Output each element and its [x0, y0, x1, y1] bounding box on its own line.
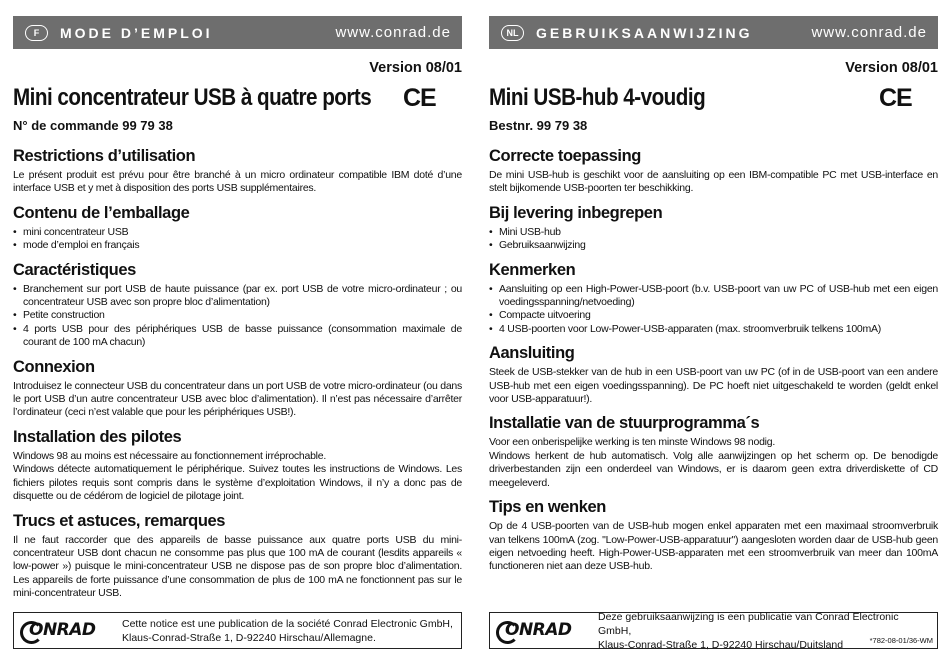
section-heading: Bij levering inbegrepen	[489, 203, 663, 222]
section-package-contents	[489, 203, 938, 253]
section-text: Windows détecte automatiquement le périphérique. Suivez toutes les instructions de Windows. Les fichiers pilotes requis sont compris dans le système d’exploitation Windows, il n’y a donc pas de disquette ou de cédérom de logiciel de pilotage joint.	[13, 463, 462, 503]
bullet-list	[13, 283, 462, 350]
header-title: GEBRUIKSAANWIJZING	[536, 24, 753, 41]
section-text: Le présent produit est prévu pour être branché à un micro ordinateur compatible IBM doté d’une interface USB et y met à disposition des ports USB supplémentaires.	[13, 169, 462, 195]
version-label: Version 08/01	[369, 60, 462, 76]
section-text: Windows herkent de hub automatisch. Volg alle aanwijzingen op het scherm op. De benodigde driverbestanden zijn een onderdeel van Windows, er is daarom geen extra driverdiskette of CD meegeleverd.	[489, 449, 938, 489]
product-title: Mini USB-hub 4-voudig	[489, 84, 706, 111]
footer-line: Deze gebruiksaanwijzing is een publicatie van Conrad Electronic GmbH,	[598, 610, 899, 637]
list-item: • 4 ports USB pour des périphériques USB de basse puissance (consommation maximale de courant de 100 mA chacun)	[13, 323, 462, 350]
section-package-contents	[13, 203, 462, 253]
section-heading: Restrictions d’utilisation	[13, 147, 196, 165]
instructions-body	[13, 146, 462, 608]
order-number: Bestnr. 99 79 38	[489, 118, 588, 133]
list-item: • Aansluiting op een High-Power-USB-poort (b.v. USB-poort van uw PC of USB-hub met een eigen voedingsspanning/netvoeding)	[489, 283, 938, 310]
list-item: • Compacte uitvoering	[489, 309, 938, 322]
publisher-footer	[489, 612, 938, 649]
header-bar	[13, 16, 462, 49]
section-text: Il ne faut raccorder que des appareils de basse puissance aux quatre ports USB du mini-concentrateur USB dont chacun ne consomme pas plus que 100 mA de courant (lesdits appareils « low-power ») puisque le mini-concentrateur USB ne dispose pas de son propre bloc d’alimentation. Les appareils de forte puissance d’une consommation de plus de 100 mA ne fonctionnent pas sur le mini-concentrateur USB.	[13, 533, 462, 600]
footer-text	[122, 617, 461, 645]
section-features	[13, 260, 462, 350]
section-text: De mini USB-hub is geschikt voor de aansluiting op een IBM-compatible PC met USB-interface en stelt bijkomende USB-poorten ter beschikking.	[489, 169, 938, 195]
conrad-logo	[496, 620, 584, 642]
footer-line: Cette notice est une publication de la société Conrad Electronic GmbH,	[122, 617, 453, 630]
publisher-footer	[13, 612, 462, 649]
section-driver-installation	[489, 413, 938, 490]
list-item: • Branchement sur port USB de haute puissance (par ex. port USB de votre micro-ordinateur ; ou concentrateur USB avec son propre bloc d’alimentation)	[13, 283, 462, 310]
section-intended-use	[489, 146, 938, 196]
header-url: www.conrad.de	[335, 24, 451, 41]
footer-line: Klaus-Conrad-Straße 1, D-92240 Hirschau/Duitsland	[598, 638, 844, 651]
ce-mark-icon: CE	[403, 84, 436, 112]
bullet-list	[489, 226, 938, 253]
section-heading: Connexion	[13, 357, 95, 376]
section-heading: Tips en wenken	[489, 498, 606, 517]
logo-text: ONRAD	[29, 619, 96, 640]
version-label: Version 08/01	[845, 60, 938, 76]
header-title: MODE D’EMPLOI	[60, 24, 213, 41]
footer-text	[598, 610, 937, 652]
list-item: • Gebruiksaanwijzing	[489, 239, 938, 252]
section-heading: Contenu de l’emballage	[13, 203, 190, 222]
footer-line: Klaus-Conrad-Straße 1, D-92240 Hirschau/Allemagne.	[122, 631, 376, 644]
logo-text: ONRAD	[505, 619, 572, 640]
ce-mark-icon: CE	[879, 84, 912, 112]
order-number: N° de commande 99 79 38	[13, 118, 173, 133]
header-bar	[489, 16, 938, 49]
section-tips	[489, 497, 938, 574]
list-item: • mini concentrateur USB	[13, 226, 462, 239]
dutch-column	[489, 0, 938, 665]
bullet-list	[489, 283, 938, 337]
section-driver-installation	[13, 427, 462, 504]
section-heading: Installatie van de stuurprogramma´s	[489, 414, 760, 433]
language-badge: F	[25, 25, 48, 41]
instructions-body	[489, 146, 938, 581]
section-heading: Caractéristiques	[13, 260, 136, 279]
list-item: • Mini USB-hub	[489, 226, 938, 239]
section-connection	[13, 357, 462, 420]
conrad-logo	[20, 620, 108, 642]
section-features	[489, 260, 938, 337]
french-column	[13, 0, 462, 665]
list-item: • mode d’emploi en français	[13, 239, 462, 252]
language-badge: NL	[501, 25, 524, 41]
section-text: Op de 4 USB-poorten van de USB-hub mogen enkel apparaten met een maximaal stroomverbruik van telkens 100mA (zog. "Low-Power-USB-apparatuur") aangesloten worden daar de USB-hub geen eigen netvoeding heeft. High-Power-USB-apparaten met een stroomverbruik van meer dan 100mA functioneren niet aan deze USB-hub.	[489, 520, 938, 573]
section-text: Windows 98 au moins est nécessaire au fonctionnement irréprochable.	[13, 449, 327, 462]
section-tips	[13, 511, 462, 601]
document-code: *782-08-01/36-WM	[869, 636, 933, 645]
product-title: Mini concentrateur USB à quatre ports	[13, 84, 372, 111]
list-item: • 4 USB-poorten voor Low-Power-USB-apparaten (max. stroomverbruik telkens 100mA)	[489, 323, 938, 336]
bullet-list	[13, 226, 462, 253]
section-heading: Kenmerken	[489, 260, 576, 279]
section-connection	[489, 343, 938, 406]
section-text: Steek de USB-stekker van de hub in een USB-poort van uw PC (of in de USB-poort van een andere USB-hub met een eigen voedingsspanning). De PC hoeft niet uitgeschakeld te worden (geldt enkel voor USB-apparatuur!).	[489, 366, 938, 406]
section-heading: Installation des pilotes	[13, 427, 182, 446]
list-item: • Petite construction	[13, 309, 462, 322]
section-heading: Correcte toepassing	[489, 147, 641, 165]
section-heading: Trucs et astuces, remarques	[13, 511, 226, 530]
section-text: Introduisez le connecteur USB du concentrateur dans un port USB de votre micro-ordinateur (ou dans le port USB d’un autre concentrateur USB avec bloc d’alimentation). Il n’est pas nécessaire d’arrêter l’ordinateur (ceci n’est valable que pour les périphériques USB!).	[13, 379, 462, 419]
header-url: www.conrad.de	[811, 24, 927, 41]
section-restrictions	[13, 146, 462, 196]
section-heading: Aansluiting	[489, 344, 575, 363]
section-text: Voor een onberispelijke werking is ten minste Windows 98 nodig.	[489, 436, 775, 449]
